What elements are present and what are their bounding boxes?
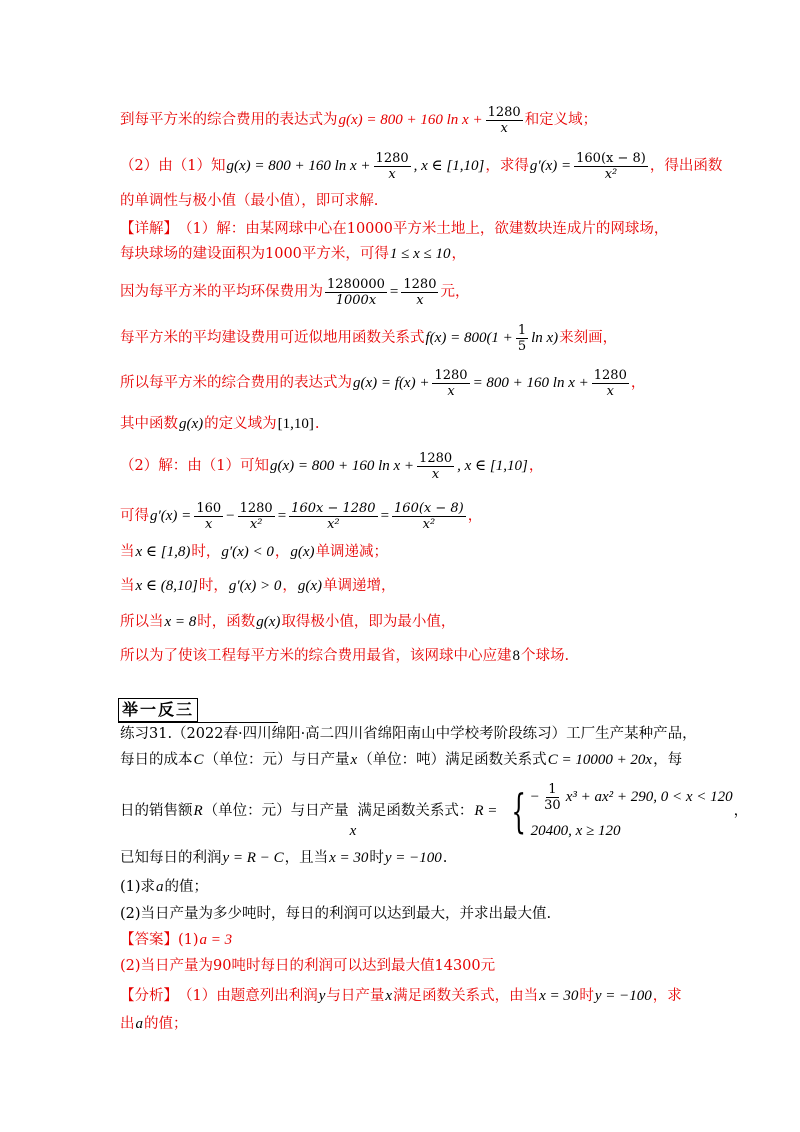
text: 时，	[198, 578, 228, 594]
text: 的定义域为	[204, 416, 277, 432]
analysis-tag: 【分析】	[120, 988, 178, 1004]
text: （单位：吨）满足函数关系式	[358, 752, 547, 768]
denominator: x	[416, 292, 424, 308]
text: ，且当	[284, 850, 329, 866]
formula: y = −100	[594, 988, 652, 1004]
denominator: x	[447, 383, 455, 399]
numerator: 1280	[403, 276, 437, 292]
formula: = 800 + 160 ln x +	[472, 375, 589, 391]
piecewise-function	[504, 782, 733, 841]
operator: −	[226, 508, 235, 524]
formula: y = −100	[384, 850, 442, 866]
detail-tag: 【详解】	[120, 221, 178, 237]
numerator: 1280000	[327, 276, 385, 292]
formula: x ∈ (8,10]	[135, 578, 198, 594]
denominator: x	[606, 383, 614, 399]
solution-line	[120, 646, 710, 666]
text: 因为每平方米的平均环保费用为	[120, 284, 323, 300]
problem-line	[120, 848, 710, 868]
solution-line	[120, 219, 710, 239]
numerator: 1280	[239, 500, 273, 516]
fraction	[486, 105, 523, 136]
solution-line	[120, 542, 710, 562]
formula: g′(x) =	[150, 508, 192, 524]
numerator: 1280	[487, 104, 521, 120]
solution-line	[120, 446, 710, 486]
equals: =	[389, 284, 399, 300]
text: ，	[282, 578, 297, 594]
text: 所以当	[120, 614, 164, 630]
formula: , x ∈ [1,10]	[413, 158, 485, 174]
denominator: x²	[422, 516, 436, 532]
numerator: 160x − 1280	[291, 500, 376, 516]
denominator: x	[431, 466, 440, 482]
text: 其中函数	[120, 416, 178, 432]
formula: x = 30	[329, 850, 369, 866]
solution-line	[120, 146, 723, 186]
text: 单调递增，	[323, 578, 396, 594]
denominator: x	[388, 166, 396, 182]
text: 每平方米的平均建设费用可近似地用函数关系式	[120, 330, 425, 346]
formula: 8	[512, 648, 520, 664]
solution-line	[120, 496, 710, 536]
text: 元，	[440, 284, 470, 300]
text: (2)当日产量为多少吨时，每日的利润可以达到最大，并求出最大值.	[120, 906, 552, 922]
problem-line	[120, 904, 710, 924]
text: (1)	[178, 932, 199, 948]
case-2: 20400, x ≥ 120	[530, 822, 621, 839]
numerator: 1	[517, 322, 527, 338]
formula: x³ + ax² + 290, 0 < x < 120	[565, 789, 733, 805]
formula: g(x) = 800 + 160 ln x +	[338, 112, 483, 128]
denominator: 1000x	[335, 292, 377, 308]
text: 的值；	[144, 1016, 188, 1032]
text: （单位：元）与日产量	[204, 752, 350, 768]
text: 的单调性与极小值（最小值），即可求解.	[120, 193, 379, 209]
formula: x ∈ [1,8)	[135, 544, 191, 560]
numerator: 1280	[419, 450, 453, 466]
fraction	[401, 277, 438, 308]
text: 与日产量	[326, 988, 385, 1004]
text: 时	[579, 988, 594, 1004]
text: （1）由题意列出利润	[178, 988, 318, 1004]
problem-line	[120, 877, 710, 897]
problem-line	[120, 750, 710, 770]
denominator: x²	[327, 516, 340, 532]
formula: g(x) = f(x) +	[353, 375, 430, 391]
text: ，得出函数	[649, 158, 723, 174]
formula: [1,10]	[277, 416, 314, 432]
formula: ln x)	[531, 330, 559, 346]
fraction	[592, 368, 629, 399]
denominator: x²	[249, 516, 263, 532]
numerator: 160(x − 8)	[394, 500, 464, 516]
text: 取得极小值，即为最小值，	[281, 614, 456, 630]
problem-line	[120, 781, 749, 839]
fraction	[392, 501, 466, 532]
text: (1)求	[120, 879, 156, 895]
solution-line	[120, 272, 710, 312]
text: （2）由（1）知	[120, 158, 226, 174]
text: ，	[274, 544, 290, 560]
sign: −	[530, 789, 540, 805]
fraction	[542, 782, 563, 813]
fraction	[238, 501, 275, 532]
formula: C	[193, 752, 204, 768]
text: ，	[733, 803, 749, 819]
formula: R =	[474, 803, 498, 819]
formula: g′(x) =	[529, 158, 572, 174]
text: ，	[467, 508, 483, 524]
text: ，	[630, 375, 646, 391]
text: 时	[369, 850, 384, 866]
problem-line	[120, 724, 710, 744]
formula: y	[318, 988, 326, 1004]
text: 时，函数	[197, 614, 256, 630]
formula: C = 10000 + 20x	[547, 752, 653, 768]
formula: f(x) = 800(1 +	[425, 330, 513, 346]
denominator: x²	[604, 166, 618, 182]
text: 每块球场的建设面积为1000平方米，可得	[120, 246, 389, 262]
fraction	[374, 151, 411, 182]
brace: {	[511, 784, 527, 838]
numerator: 1	[548, 781, 557, 797]
numerator: 1280	[593, 367, 627, 383]
text: 可得	[120, 508, 149, 524]
text: 每日的成本	[120, 752, 193, 768]
text: 来刻画，	[559, 330, 618, 346]
text: 当	[120, 578, 135, 594]
section-divider	[118, 722, 278, 723]
formula: g(x)	[290, 544, 315, 560]
analysis-line	[120, 1014, 710, 1034]
text: 所以每平方米的综合费用的表达式为	[120, 375, 352, 391]
denominator: 30	[544, 797, 561, 813]
denominator: x	[205, 516, 213, 532]
solution-line	[120, 100, 710, 140]
solution-line	[120, 612, 710, 632]
text: （单位：元）与日产量	[203, 803, 349, 819]
formula: g(x) = 800 + 160 ln x +	[226, 158, 371, 174]
formula: x = 8	[164, 614, 197, 630]
formula: a	[135, 1016, 143, 1032]
fraction	[289, 501, 377, 532]
answer-tag: 【答案】	[120, 932, 178, 948]
text: 满足函数关系式，由当	[393, 988, 539, 1004]
fraction	[574, 151, 648, 182]
formula: g(x)	[297, 578, 323, 594]
text: 个球场.	[521, 648, 570, 664]
formula: a	[156, 879, 164, 895]
fraction	[325, 277, 387, 308]
text: (2)当日产量为90吨时每日的利润可以达到最大值14300元	[120, 958, 496, 974]
section-heading: 举一反三	[118, 698, 198, 722]
text: 的值；	[164, 879, 209, 895]
fraction	[432, 368, 469, 399]
text: .	[314, 416, 320, 432]
text: 所以为了使该工程每平方米的综合费用最省，该网球中心应建	[120, 648, 512, 664]
text: 练习31.（2022春·四川绵阳·高二四川省绵阳南山中学校考阶段练习）工厂生产某种产品，	[120, 726, 697, 742]
formula: g(x)	[256, 614, 281, 630]
formula: g(x) = 800 + 160 ln x +	[269, 458, 415, 474]
text: （1）解：由某网球中心在10000平方米土地上，欲建数块连成片的网球场，	[178, 221, 669, 237]
solution-line	[120, 318, 710, 358]
text: ，求得	[485, 158, 529, 174]
text: 出	[120, 1016, 135, 1032]
text: 已知每日的利润	[120, 850, 222, 866]
text: ，求	[652, 988, 682, 1004]
text: .	[442, 850, 448, 866]
formula: g′(x) > 0	[228, 578, 282, 594]
text: 和定义域；	[524, 112, 598, 128]
answer-line	[120, 930, 710, 950]
formula: g′(x) < 0	[221, 544, 274, 560]
text: （2）解：由（1）可知	[120, 458, 269, 474]
solution-line	[120, 414, 710, 434]
analysis-line	[120, 986, 710, 1006]
denominator: 5	[517, 338, 527, 354]
operator: =	[277, 508, 287, 524]
solution-line	[120, 363, 710, 403]
formula: x	[385, 988, 393, 1004]
numerator: 160	[196, 500, 222, 516]
text: 日的销售额	[120, 803, 193, 819]
numerator: 1280	[375, 150, 409, 166]
formula: x = 30	[539, 988, 579, 1004]
text: 单调递减；	[315, 544, 389, 560]
formula: 1 ≤ x ≤ 10	[389, 246, 451, 262]
numerator: 160(x − 8)	[576, 150, 646, 166]
formula: x	[349, 823, 357, 839]
text: ，	[528, 458, 544, 474]
fraction	[417, 451, 454, 482]
operator: =	[380, 508, 390, 524]
numerator: 1280	[434, 367, 468, 383]
fraction	[516, 323, 528, 354]
text: 到每平方米的综合费用的表达式为	[120, 112, 338, 128]
formula: x	[350, 752, 358, 768]
text: 当	[120, 544, 135, 560]
formula: y = R − C	[222, 850, 284, 866]
solution-line	[120, 191, 710, 211]
case-1	[530, 782, 734, 813]
formula: , x ∈ [1,10]	[457, 458, 528, 474]
formula: g(x)	[179, 416, 204, 432]
text: 满足函数关系式：	[357, 803, 474, 819]
answer-line	[120, 956, 710, 976]
formula: R	[193, 803, 203, 819]
solution-line	[120, 576, 710, 596]
cases	[530, 782, 734, 841]
fraction	[194, 501, 223, 532]
solution-line	[120, 244, 710, 264]
text: ，	[451, 246, 467, 262]
text: 时，	[191, 544, 221, 560]
formula: a = 3	[199, 932, 233, 948]
text: ，每	[653, 752, 683, 768]
denominator: x	[500, 120, 508, 136]
